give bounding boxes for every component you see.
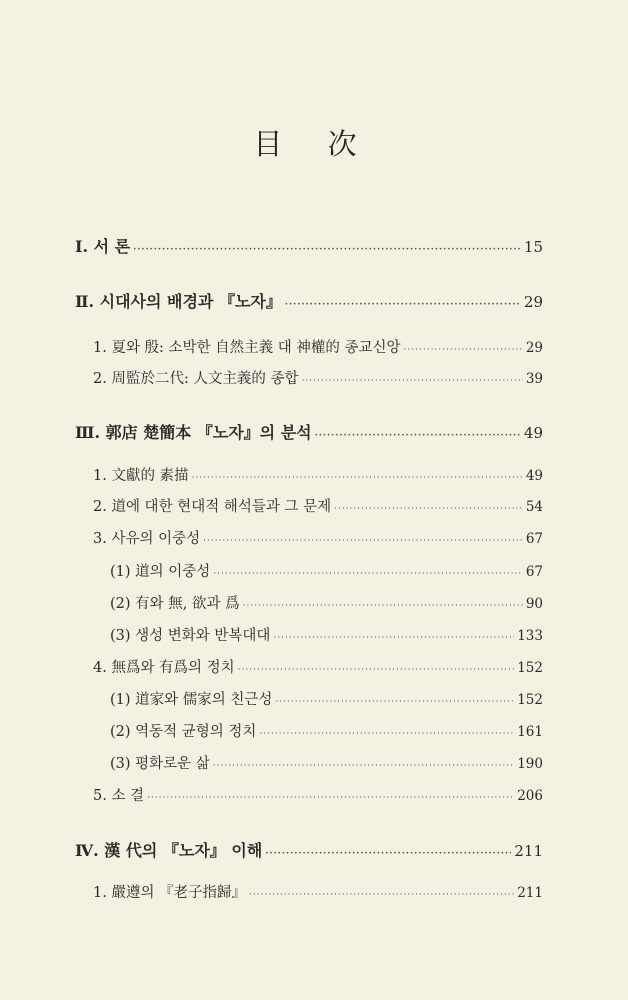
- toc-entry: [75, 234, 543, 257]
- toc-entry-label: Ⅲ. 郭店 楚簡本 『노자』의 분석: [75, 423, 312, 442]
- toc-page-number: 67: [525, 564, 543, 580]
- toc-entry-label: 4. 無爲와 有爲의 정치: [93, 660, 235, 676]
- leader-dots: [265, 849, 511, 859]
- toc-entry: [110, 624, 543, 645]
- toc-entry: [93, 784, 543, 805]
- toc-page-number: 211: [514, 842, 543, 860]
- toc-page-number: 15: [523, 238, 543, 256]
- toc-entry-label: Ⅰ. 서 론: [75, 237, 131, 256]
- leader-dots: [249, 890, 514, 900]
- toc-page-number: 161: [517, 724, 543, 740]
- leader-dots: [213, 761, 514, 771]
- toc-entry: [110, 752, 543, 773]
- toc-entry-label: (2) 역동적 균형의 정치: [110, 724, 257, 740]
- toc-entry-label: 2. 周監於二代: 人文主義的 종합: [93, 371, 299, 387]
- toc-entry-label: 1. 夏와 殷: 소박한 自然主義 대 神權的 종교신앙: [93, 340, 401, 356]
- toc-entry: [75, 838, 543, 861]
- toc-page-number: 211: [517, 885, 543, 901]
- leader-dots: [285, 300, 521, 310]
- toc-entry-label: (1) 道의 이중성: [110, 564, 211, 580]
- leader-dots: [147, 793, 514, 803]
- leader-dots: [203, 536, 523, 546]
- toc-entry: [110, 560, 543, 581]
- toc-entry: [110, 592, 543, 613]
- toc-entry: [93, 367, 543, 388]
- toc-entry: [110, 688, 543, 709]
- toc-entry: [75, 420, 543, 443]
- leader-dots: [404, 345, 523, 355]
- toc-page-number: 49: [523, 424, 543, 442]
- toc-entry: [93, 495, 543, 516]
- leader-dots: [259, 729, 514, 739]
- leader-dots: [192, 473, 523, 483]
- leader-dots: [315, 431, 521, 441]
- toc-entry: [93, 336, 543, 357]
- toc-entry-label: (1) 道家와 儒家의 친근성: [110, 692, 273, 708]
- toc-page-number: 133: [517, 628, 543, 644]
- toc-entry: [93, 656, 543, 677]
- toc-entry-label: Ⅱ. 시대사의 배경과 『노자』: [75, 292, 282, 311]
- toc-page-number: 29: [525, 340, 543, 356]
- toc-entry-label: (3) 생성 변화와 반복대대: [110, 628, 271, 644]
- leader-dots: [273, 633, 514, 643]
- toc-page-number: 67: [525, 531, 543, 547]
- leader-dots: [243, 601, 523, 611]
- toc-entry: [93, 464, 543, 485]
- leader-dots: [133, 245, 521, 255]
- toc-entry-label: 2. 道에 대한 현대적 해석들과 그 문제: [93, 499, 332, 515]
- toc-entry-label: (3) 평화로운 삶: [110, 756, 210, 772]
- toc-page-number: 190: [517, 756, 543, 772]
- leader-dots: [302, 376, 523, 386]
- toc-page-number: 39: [525, 371, 543, 387]
- leader-dots: [275, 697, 514, 707]
- toc-entry-label: Ⅳ. 漢 代의 『노자』 이해: [75, 841, 263, 860]
- toc-page-number: 49: [525, 468, 543, 484]
- toc-entry: [75, 289, 543, 312]
- toc-page-number: 90: [525, 596, 543, 612]
- toc-page-number: 54: [525, 499, 543, 515]
- toc-entry-label: 3. 사유의 이중성: [93, 531, 201, 547]
- toc-entry: [110, 720, 543, 741]
- toc-entry-label: (2) 有와 無, 欲과 爲: [110, 596, 240, 612]
- leader-dots: [213, 569, 523, 579]
- leader-dots: [334, 504, 523, 514]
- page-title: 目 次: [253, 127, 375, 161]
- toc-page-number: 152: [517, 660, 543, 676]
- toc-page-number: 206: [517, 788, 543, 804]
- toc-entry: [93, 527, 543, 548]
- toc-entry-label: 1. 文獻的 素描: [93, 468, 189, 484]
- toc-page-number: 29: [523, 293, 543, 311]
- toc-entry: [93, 881, 543, 902]
- toc-entry-label: 1. 嚴遵의 『老子指歸』: [93, 885, 247, 901]
- toc-entry-label: 5. 소 결: [93, 788, 145, 804]
- toc-page-number: 152: [517, 692, 543, 708]
- leader-dots: [238, 665, 515, 675]
